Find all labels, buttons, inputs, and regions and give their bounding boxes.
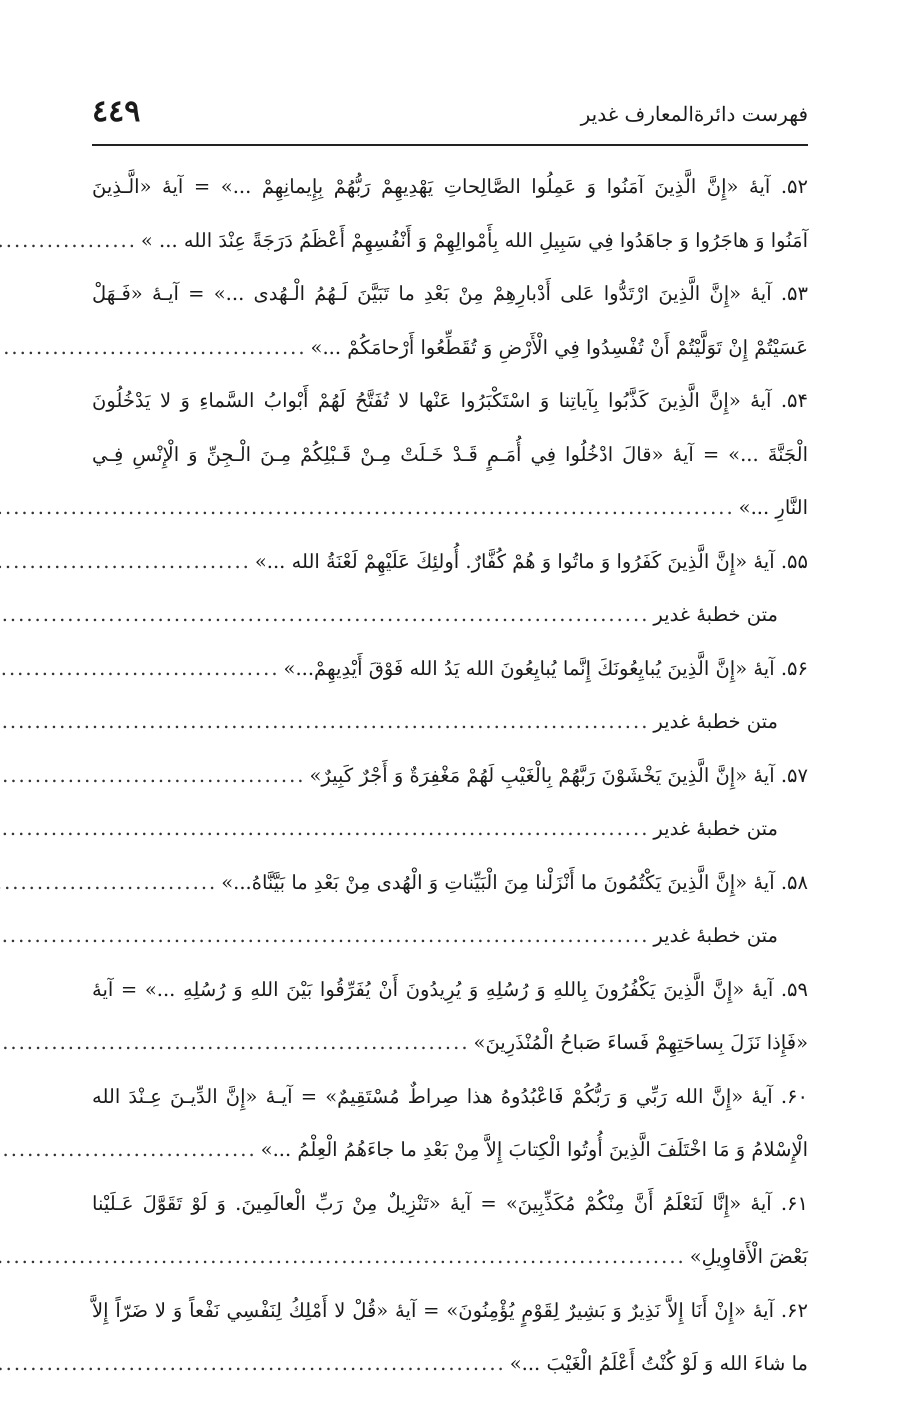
- index-line: [92, 749, 808, 803]
- index-line: [92, 214, 808, 268]
- entry-text: ۵۸. آيۀ «إِنَّ الَّذِينَ يَكْتُمُونَ ما أَنْزَلْنا مِنَ الْبَيِّناتِ وَ الْهُدى مِنْ بَعْدِ ما بَيَّنَّاهُ...»: [221, 870, 808, 894]
- dot-leader: [0, 1138, 257, 1161]
- entry-text: «فَإِذا نَزَلَ بِساحَتِهِمْ فَساءَ صَباحُ الْمُنْذَرِينَ»: [473, 1031, 808, 1055]
- index-line: [92, 1177, 808, 1231]
- dot-leader: [0, 550, 251, 573]
- dot-leader: [0, 603, 649, 626]
- index-line: [92, 428, 808, 482]
- index-line: [92, 321, 808, 375]
- index-list: [92, 160, 808, 1391]
- entry-text: ۶۲. آيۀ «إِنْ أَنَا إِلاَّ نَذِيرٌ وَ بَشِيرٌ لِقَوْمٍ يُؤْمِنُونَ» = آيۀ «قُلْ لا أَمْلِكُ لِنَفْسِي نَفْعاً وَ لا ضَرّاً إِلاَّ: [92, 1298, 808, 1322]
- dot-leader: [0, 1352, 506, 1375]
- entry-text: ۶۰. آيۀ «إِنَّ الله رَبِّي وَ رَبُّكُمْ فَاعْبُدُوهُ هذا صِراطٌ مُسْتَقِيمٌ» = آيـۀ «إِنَّ الدِّيـنَ عِـنْدَ الله: [92, 1084, 808, 1108]
- index-line: [92, 481, 808, 535]
- index-line: [92, 267, 808, 321]
- index-line: [92, 160, 808, 214]
- index-line: [92, 856, 808, 910]
- index-line: [92, 588, 808, 642]
- index-line: [92, 642, 808, 696]
- dot-leader: [0, 871, 217, 894]
- index-line: [92, 1123, 808, 1177]
- dot-leader: [0, 229, 137, 252]
- dot-leader: [0, 336, 307, 359]
- entry-text: ۵۳. آيۀ «إِنَّ الَّذِينَ ارْتَدُّوا عَلى أَدْبارِهِمْ مِنْ بَعْدِ ما تَبَيَّنَ لَـهُمُ الْـهُدى ...» = آيـۀ «فَـهَلْ: [92, 282, 808, 306]
- entry-text: ۵۷. آيۀ «إِنَّ الَّذِينَ يَخْشَوْنَ رَبَّهُمْ بِالْغَيْبِ لَهُمْ مَغْفِرَةٌ وَ أَجْرٌ كَبِيرٌ»: [309, 763, 808, 787]
- index-line: [92, 1070, 808, 1124]
- entry-text: النَّارِ ...»: [738, 496, 808, 520]
- index-line: [92, 1230, 808, 1284]
- entry-text: متن خطبۀ غدير: [653, 603, 778, 627]
- dot-leader: [0, 710, 649, 733]
- entry-text: ۵۹. آيۀ «إِنَّ الَّذِينَ يَكْفُرُونَ بِاللهِ وَ رُسُلِهِ وَ يُرِيدُونَ أَنْ يُفَرِّقُوا بَيْنَ اللهِ وَ رُسُلِهِ ...» = آيۀ: [92, 977, 808, 1001]
- entry-text: الْجَنَّةَ ...» = آيۀ «قالَ ادْخُلُوا فِي أُمَـمٍ قَـدْ خَـلَتْ مِـنْ قَـبْلِكُمْ مِـنَ الْـجِنِّ وَ الْإِنْسِ فِـي: [92, 442, 808, 466]
- index-line: [92, 1016, 808, 1070]
- dot-leader: [0, 764, 305, 787]
- dot-leader: [0, 1245, 686, 1268]
- entry-text: متن خطبۀ غدير: [653, 817, 778, 841]
- index-line: [92, 963, 808, 1017]
- index-line: [92, 1337, 808, 1391]
- entry-text: عَسَيْتُمْ إِنْ تَوَلَّيْتُمْ أَنْ تُفْسِدُوا فِي الْأَرْضِ وَ تُقَطِّعُوا أَرْحامَكُمْ ...»: [310, 335, 808, 359]
- entry-text: ۶۱. آيۀ «إِنَّا لَنَعْلَمُ أَنَّ مِنْكُمْ مُكَذِّبِينَ» = آيۀ «تَنْزِيلٌ مِنْ رَبِّ الْعالَمِينَ. وَ لَوْ تَقَوَّلَ عَـلَيْنا: [92, 1191, 808, 1215]
- index-line: [92, 695, 808, 749]
- page-header: [92, 92, 808, 146]
- index-line: [92, 802, 808, 856]
- entry-text: ما شاءَ الله وَ لَوْ كُنْتُ أَعْلَمُ الْغَيْبَ ...»: [509, 1352, 808, 1376]
- entry-text: ۵۴. آيۀ «إِنَّ الَّذِينَ كَذَّبُوا بِآياتِنا وَ اسْتَكْبَرُوا عَنْها لا تُفَتَّحُ لَهُمْ أَبْوابُ السَّماءِ وَ لا يَدْخُلُونَ: [92, 389, 808, 413]
- entry-text: ۵۵. آيۀ «إِنَّ الَّذِينَ كَفَرُوا وَ ماتُوا وَ هُمْ كُفَّارٌ. أُولئِكَ عَلَيْهِمْ لَعْنَةُ الله ...»: [254, 549, 808, 573]
- header-title: فهرست دائرةالمعارف غدير: [580, 102, 808, 126]
- page-number: ٤٤٩: [92, 94, 141, 129]
- entry-text: ۵۶. آيۀ «إِنَّ الَّذِينَ يُبايِعُونَكَ إِنَّما يُبايِعُونَ الله يَدُ الله فَوْقَ أَيْدِيهِمْ...»: [283, 656, 808, 680]
- dot-leader: [0, 924, 649, 947]
- index-line: [92, 909, 808, 963]
- index-line: [92, 1284, 808, 1338]
- entry-text: ۵۲. آيۀ «إِنَّ الَّذِينَ آمَنُوا وَ عَمِلُوا الصَّالِحاتِ يَهْدِيهِمْ رَبُّهُمْ بِإِيمانِهِمْ ...» = آيۀ «الَّـذِينَ: [92, 175, 808, 199]
- index-line: [92, 535, 808, 589]
- entry-text: آمَنُوا وَ هاجَرُوا وَ جاهَدُوا فِي سَبِيلِ الله بِأَمْوالِهِمْ وَ أَنْفُسِهِمْ أَعْظَمُ دَرَجَةً عِنْدَ الله ... »: [140, 228, 808, 252]
- dot-leader: [0, 657, 280, 680]
- dot-leader: [0, 817, 649, 840]
- entry-text: الْإِسْلامُ وَ مَا اخْتَلَفَ الَّذِينَ أُوتُوا الْكِتابَ إِلاَّ مِنْ بَعْدِ ما جاءَهُمُ الْعِلْمُ ...»: [260, 1138, 808, 1162]
- dot-leader: [0, 1031, 470, 1054]
- index-line: [92, 374, 808, 428]
- entry-text: متن خطبۀ غدير: [653, 710, 778, 734]
- dot-leader: [0, 496, 735, 519]
- entry-text: بَعْضَ الْأَقاوِيلِ»: [689, 1245, 808, 1269]
- entry-text: متن خطبۀ غدير: [653, 924, 778, 948]
